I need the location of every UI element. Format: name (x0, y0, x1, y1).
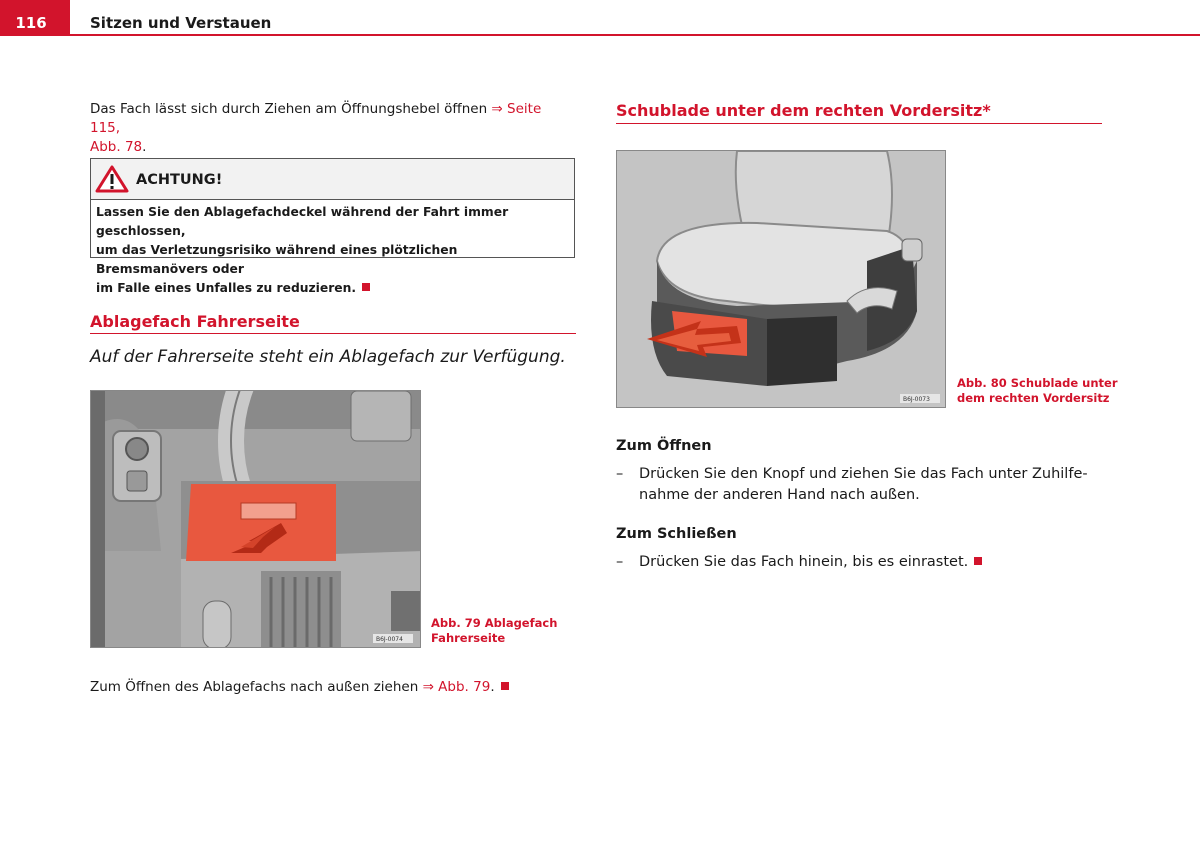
end-mark-icon (974, 557, 982, 565)
section-rule-right (616, 123, 1102, 124)
figure-79 (90, 390, 421, 648)
step-line: nahme der anderen Hand nach außen. (639, 487, 920, 503)
intro-ref-figure[interactable]: Abb. 78 (90, 139, 143, 155)
step-open-text (639, 464, 1109, 506)
section-rule-left (90, 333, 576, 334)
running-head: Sitzen und Verstauen (90, 14, 272, 32)
seat-drawer-illustration (617, 151, 946, 408)
intro-ref-page[interactable]: Seite 115, (90, 101, 542, 136)
caption-line: Abb. 80 Schublade unter (957, 376, 1118, 390)
warning-line: im Falle eines Unfalles zu reduzieren. (96, 279, 571, 298)
section-title-left: Ablagefach Fahrerseite (90, 312, 300, 331)
arrow-icon: ⇒ (491, 101, 503, 117)
arrow-icon: ⇒ (422, 679, 434, 695)
warning-title: ACHTUNG! (136, 172, 223, 188)
section-lead-left: Auf der Fahrerseite steht ein Ablagefach zur Verfügung. (90, 347, 566, 367)
step-dash: – (616, 466, 624, 482)
closing-ref-figure[interactable]: Abb. 79 (438, 679, 491, 695)
figure-80 (616, 150, 946, 408)
figure-code: B6J-0073 (903, 396, 930, 403)
figure-80-caption (957, 376, 1118, 406)
figure-code: B6J-0074 (376, 636, 403, 643)
closing-end: . (490, 679, 495, 695)
step-line: Drücken Sie das Fach hinein, bis es einrastet. (639, 554, 969, 570)
caption-line: Abb. 79 Ablagefach (431, 616, 558, 630)
header-rule (0, 34, 1200, 36)
intro-text: Das Fach lässt sich durch Ziehen am Öffnungshebel öffnen (90, 101, 488, 117)
warning-line: Lassen Sie den Ablagefachdeckel während der Fahrt immer geschlossen, (96, 205, 509, 238)
step-close-text (639, 552, 1109, 573)
subheading-open: Zum Öffnen (616, 438, 712, 454)
intro-end: . (142, 139, 147, 155)
warning-triangle-icon (95, 165, 129, 193)
section-title-right: Schublade unter dem rechten Vordersitz* (616, 101, 991, 120)
end-mark-icon (501, 682, 509, 690)
intro-paragraph (90, 100, 560, 157)
closing-paragraph (90, 678, 509, 697)
subheading-close: Zum Schließen (616, 526, 737, 542)
page-number: 116 (15, 14, 47, 32)
step-line: Drücken Sie den Knopf und ziehen Sie das Fach unter Zuhilfe- (639, 466, 1088, 482)
caption-line: dem rechten Vordersitz (957, 391, 1110, 405)
warning-header (91, 159, 574, 200)
glovebox-illustration (91, 391, 421, 648)
warning-line: um das Verletzungsrisiko während eines plötzlichen Bremsmanövers oder (96, 243, 458, 276)
end-mark-icon (362, 283, 370, 291)
closing-text: Zum Öffnen des Ablagefachs nach außen ziehen (90, 679, 419, 695)
figure-79-caption (431, 616, 557, 646)
caption-line: Fahrerseite (431, 631, 506, 645)
warning-text (96, 203, 571, 298)
warning-box (90, 158, 575, 295)
step-dash: – (616, 554, 624, 570)
